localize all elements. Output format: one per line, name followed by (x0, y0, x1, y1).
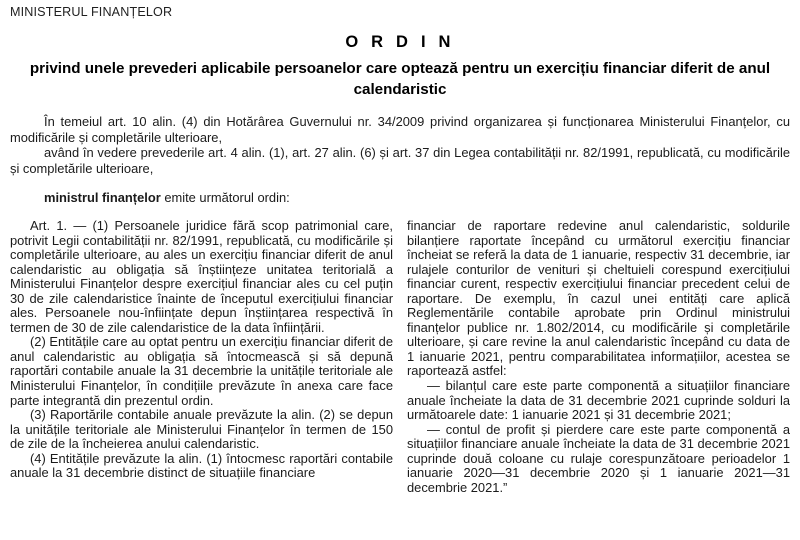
issuer-title: ministrul finanțelor (44, 190, 161, 206)
bullet-bilant: — bilanțul care este parte componentă a situațiilor financiare anuale încheiate la data de 31 decembrie 2021 cuprinde solduri la următoarele date: 1 ianuarie 2021 și 31 decembrie 2021; (407, 377, 790, 423)
preamble-paragraph-1: În temeiul art. 10 alin. (4) din Hotărârea Guvernului nr. 34/2009 privind organizarea și funcționarea Ministerului Finanțelor, cu modificările și completările ulterioare, (10, 114, 790, 145)
masthead-ministry-name: MINISTERUL FINANȚELOR (10, 5, 173, 19)
article-1-alin-2: (2) Entitățile care au optat pentru un exercițiu financiar diferit de anul calendaristic au obligația să întocmească și să depună raportări contabile anuale la 31 decembrie la unitățile teritoriale ale Ministerului Finanțelor, în condițiile prevăzute în anexa care face parte integrantă din prezentul ordin. (10, 334, 393, 408)
article-1-alin-1: Art. 1. — (1) Persoanele juridice fără scop patrimonial care, potrivit Legii contabilității nr. 82/1991, republicată, cu modificările și completările ulterioare, au ales un exercițiu financiar diferit de anul calendaristic au obligația să înștiințeze unitatea teritorială a Ministerului Finanțelor despre exercițiul financiar ales cu cel puțin 30 de zile calendaristice înainte de începutul exercițiului financiar ales. Persoanele nou-înființate depun înștiințarea respectivă în termen de 30 de zile calendaristice de la data înființării. (10, 218, 393, 335)
right-column (407, 219, 790, 495)
left-column (10, 219, 393, 481)
right-continuation-paragraph: financiar de raportare redevine anul calendaristic, soldurile bilanțiere raportate începând cu următorul exercițiu financiar încheiat se referă la data de 1 ianuarie, respectiv 31 decembrie, iar rulajele conturilor de venituri și cheltuieli corespund exercițiului financiar curent, respectiv exercițiului financiar precedent celui de raportare. De exemplu, în cazul unei entități care aplică Reglementările contabile aprobate prin Ordinul ministrului finanțelor publice nr. 1.802/2014, cu modificările și completările ulterioare, și care revine la anul calendaristic începând cu data de 1 ianuarie 2021, pentru comparabilitatea informațiilor, acestea se raportează astfel: (407, 218, 790, 379)
bullet-cont-profit-pierdere: — contul de profit și pierdere care este parte componentă a situațiilor financiare anuale încheiate la data de 31 decembrie 2021 cuprinde două coloane cu rulaje corespunzătoare perioadelor 1 ianuarie 2020—31 decembrie 2020 și 1 ianuarie 2021—31 decembrie 2021.” (407, 421, 790, 495)
article-1-alin-4: (4) Entitățile prevăzute la alin. (1) întocmesc raportări contabile anuale la 31 decembrie distinct de situațiile financiare (10, 450, 393, 481)
article-1-alin-3: (3) Raportările contabile anuale prevăzute la alin. (2) se depun la unitățile teritoriale ale Ministerului Finanțelor în termen de 150 de zile de la încheierea anului calendaristic. (10, 407, 393, 452)
issuer-verb: emite următorul ordin: (160, 190, 290, 206)
document-subtitle: privind unele prevederi aplicabile persoanelor care optează pentru un exercițiu financiar diferit de anul calendaristic (29, 60, 771, 98)
issuer-line (10, 190, 790, 206)
preamble-section (10, 114, 790, 176)
body-columns (10, 219, 790, 495)
preamble-paragraph-2: având în vedere prevederile art. 4 alin. (1), art. 27 alin. (6) și art. 37 din Legea contabilității nr. 82/1991, republicată, cu modificările și completările ulterioare, (10, 145, 790, 176)
title-block (10, 32, 790, 100)
document-type-heading: O R D I N (345, 33, 455, 51)
